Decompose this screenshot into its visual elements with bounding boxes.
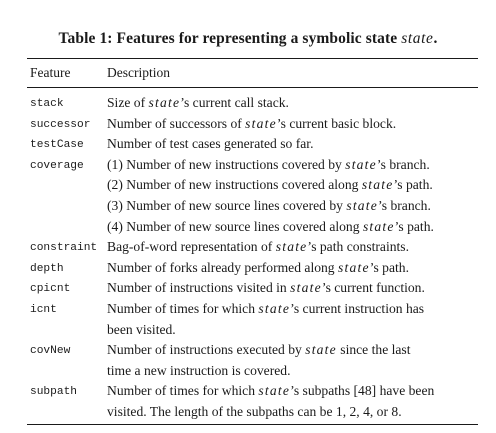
feature-description-line (107, 384, 479, 398)
feature-description-line (107, 343, 479, 357)
description-text: visited. The length of the subpaths can be 1, 2, 4, or 8. (107, 404, 402, 419)
feature-description-line (107, 117, 479, 131)
description-text: been visited. (107, 321, 176, 337)
description-column-header: Description (107, 65, 170, 80)
feature-description-line (107, 158, 479, 172)
feature-name: subpath (30, 386, 77, 399)
description-text: Number of instructions executed by (107, 342, 306, 358)
caption-text: Table 1: Features for representing a symbolic state (58, 30, 402, 47)
description-emph: state (305, 342, 337, 358)
feature-description-line (107, 405, 479, 419)
description-text: since the last (336, 342, 411, 358)
bottom-rule (27, 424, 478, 425)
description-text: Number of times for which (107, 301, 259, 316)
description-text: ’s path. (369, 259, 409, 275)
description-text: ’s current function. (321, 280, 425, 296)
description-emph: state (258, 383, 291, 399)
description-text: Number of test cases generated so far. (107, 136, 314, 152)
description-text: Number of instructions visited in (107, 280, 291, 296)
description-text: (4) Number of new source lines covered along (107, 218, 363, 234)
description-text: ’s current call stack. (180, 95, 289, 110)
description-emph: state (345, 156, 377, 172)
description-text: Bag-of-word representation of (107, 239, 276, 255)
description-text: ’s branch. (376, 156, 430, 172)
description-emph: state (290, 280, 322, 296)
feature-description-line (107, 302, 479, 316)
description-emph: state (245, 115, 277, 131)
feature-description-line (107, 261, 479, 275)
feature-name: icnt (30, 304, 57, 316)
feature-name: stack (30, 98, 64, 110)
description-text: (1) Number of new instructions covered by (107, 156, 346, 172)
description-text: ’s subpaths [48] have been (290, 383, 435, 399)
description-emph: state (346, 198, 379, 213)
description-text: ’s path. (393, 177, 433, 193)
feature-description-line (107, 178, 479, 192)
table-caption (0, 30, 496, 48)
top-rule (27, 58, 478, 59)
feature-description-line (107, 240, 479, 254)
description-emph: state (361, 177, 394, 193)
description-emph: state (148, 95, 181, 110)
feature-description-line (107, 323, 479, 337)
description-emph: state (258, 301, 291, 316)
feature-description-line (107, 96, 479, 110)
description-text: (3) Number of new source lines covered by (107, 198, 347, 213)
description-text: ’s current instruction has (290, 301, 425, 316)
description-text: Number of forks already performed along (107, 259, 339, 275)
description-text: Size of (107, 95, 149, 110)
feature-name: successor (30, 118, 91, 131)
feature-description-line (107, 364, 479, 378)
description-text: (2) Number of new instructions covered along (107, 177, 362, 193)
feature-name: covNew (30, 345, 71, 358)
feature-name: depth (30, 262, 64, 275)
feature-description-line (107, 199, 479, 213)
description-text: ’s branch. (378, 198, 431, 213)
description-text: ’s path. (394, 218, 434, 234)
description-text: Number of times for which (107, 383, 259, 399)
feature-name: constraint (30, 242, 98, 255)
caption-suffix: . (433, 30, 438, 47)
description-text: time a new instruction is covered. (107, 362, 291, 378)
feature-name: cpicnt (30, 283, 71, 296)
feature-description-line (107, 281, 479, 295)
feature-column-header: Feature (30, 65, 71, 80)
feature-description-line (107, 220, 479, 234)
description-emph: state (362, 218, 395, 234)
feature-name: coverage (30, 159, 84, 172)
description-text: Number of successors of (107, 115, 246, 131)
caption-emph: state (401, 30, 434, 47)
description-emph: state (275, 239, 308, 255)
header-rule (27, 87, 478, 88)
description-emph: state (338, 259, 370, 275)
description-text: ’s current basic block. (276, 115, 397, 131)
feature-description-line (107, 137, 479, 151)
description-text: ’s path constraints. (307, 239, 409, 255)
feature-name: testCase (30, 139, 84, 152)
